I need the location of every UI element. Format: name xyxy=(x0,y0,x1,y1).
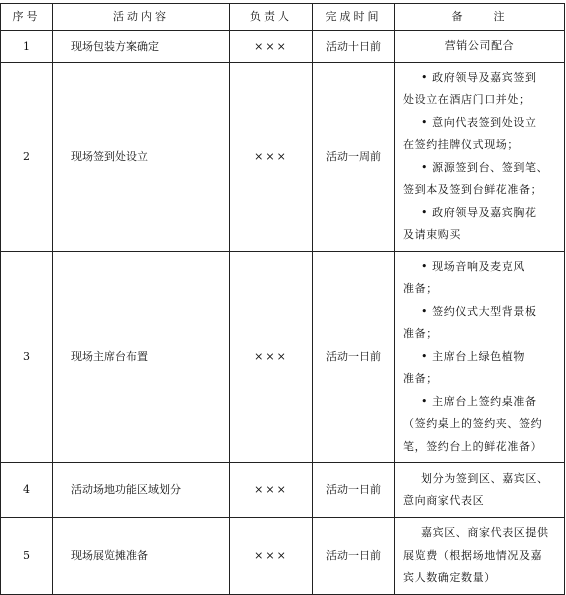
row-activity: 现场签到处设立 xyxy=(53,62,230,251)
note-line: 展览费（根据场地情况及嘉 xyxy=(403,548,543,562)
table-row xyxy=(1,463,565,518)
note-line: 笔，签约台上的鲜花准备） xyxy=(403,439,543,453)
note-line: • 政府领导及嘉宾签到 xyxy=(421,70,537,84)
row-note xyxy=(395,463,565,518)
row-activity: 活动场地功能区域划分 xyxy=(53,463,230,518)
note-line: • 主席台上签约桌准备 xyxy=(421,394,537,408)
table-row xyxy=(1,251,565,463)
note-line: • 意向代表签到处设立 xyxy=(421,115,537,129)
note-line: 处设立在酒店门口并处； xyxy=(403,93,531,106)
activity-schedule-table xyxy=(0,3,565,595)
note-line: （签约桌上的签约夹、签约 xyxy=(403,417,543,430)
row-activity: 现场展览摊准备 xyxy=(53,518,230,595)
row-person: ××× xyxy=(230,62,313,251)
row-time: 活动十日前 xyxy=(313,31,395,63)
header-index: 序号 xyxy=(1,4,53,31)
header-person: 负责人 xyxy=(230,4,313,31)
note-line: 准备； xyxy=(403,327,438,340)
row-time: 活动一周前 xyxy=(313,62,395,251)
note-line: 准备； xyxy=(403,282,438,295)
row-activity: 现场主席台布置 xyxy=(53,251,230,463)
note-line: 宾人数确定数量） xyxy=(403,571,496,584)
note-line: • 现场音响及麦克风 xyxy=(421,259,525,273)
note-line: 签到本及签到台鲜花准备； xyxy=(403,183,543,196)
row-note xyxy=(395,31,565,63)
row-activity: 现场包装方案确定 xyxy=(53,31,230,63)
note-line: 营销公司配合 xyxy=(444,39,515,52)
row-index: 4 xyxy=(1,463,53,518)
row-person: ××× xyxy=(230,463,313,518)
table-header-row xyxy=(1,4,565,31)
row-time: 活动一日前 xyxy=(313,463,395,518)
row-index: 3 xyxy=(1,251,53,463)
note-line: 在签约挂牌仪式现场； xyxy=(403,138,519,151)
row-person: ××× xyxy=(230,518,313,595)
row-note xyxy=(395,62,565,251)
note-line: 意向商家代表区 xyxy=(403,494,485,507)
note-line: • 签约仪式大型背景板 xyxy=(421,304,537,318)
row-note xyxy=(395,518,565,595)
note-line: • 源源签到台、签到笔、 xyxy=(421,160,549,174)
header-activity: 活动内容 xyxy=(53,4,230,31)
row-index: 2 xyxy=(1,62,53,251)
note-line: 嘉宾区、商家代表区提供 xyxy=(421,526,549,539)
note-line: • 主席台上绿色植物 xyxy=(421,349,525,363)
header-note: 备 注 xyxy=(395,4,565,31)
row-time: 活动一日前 xyxy=(313,251,395,463)
table-row xyxy=(1,518,565,595)
note-line: 划分为签到区、嘉宾区、 xyxy=(421,471,549,485)
row-index: 1 xyxy=(1,31,53,63)
row-person: ××× xyxy=(230,31,313,63)
row-index: 5 xyxy=(1,518,53,595)
table-row xyxy=(1,31,565,63)
row-note xyxy=(395,251,565,463)
header-time: 完成时间 xyxy=(313,4,395,31)
row-person: ××× xyxy=(230,251,313,463)
row-time: 活动一日前 xyxy=(313,518,395,595)
note-line: 及请束购买 xyxy=(403,228,461,241)
table-row xyxy=(1,62,565,251)
note-line: 准备； xyxy=(403,372,438,385)
note-line: • 政府领导及嘉宾胸花 xyxy=(421,205,537,219)
